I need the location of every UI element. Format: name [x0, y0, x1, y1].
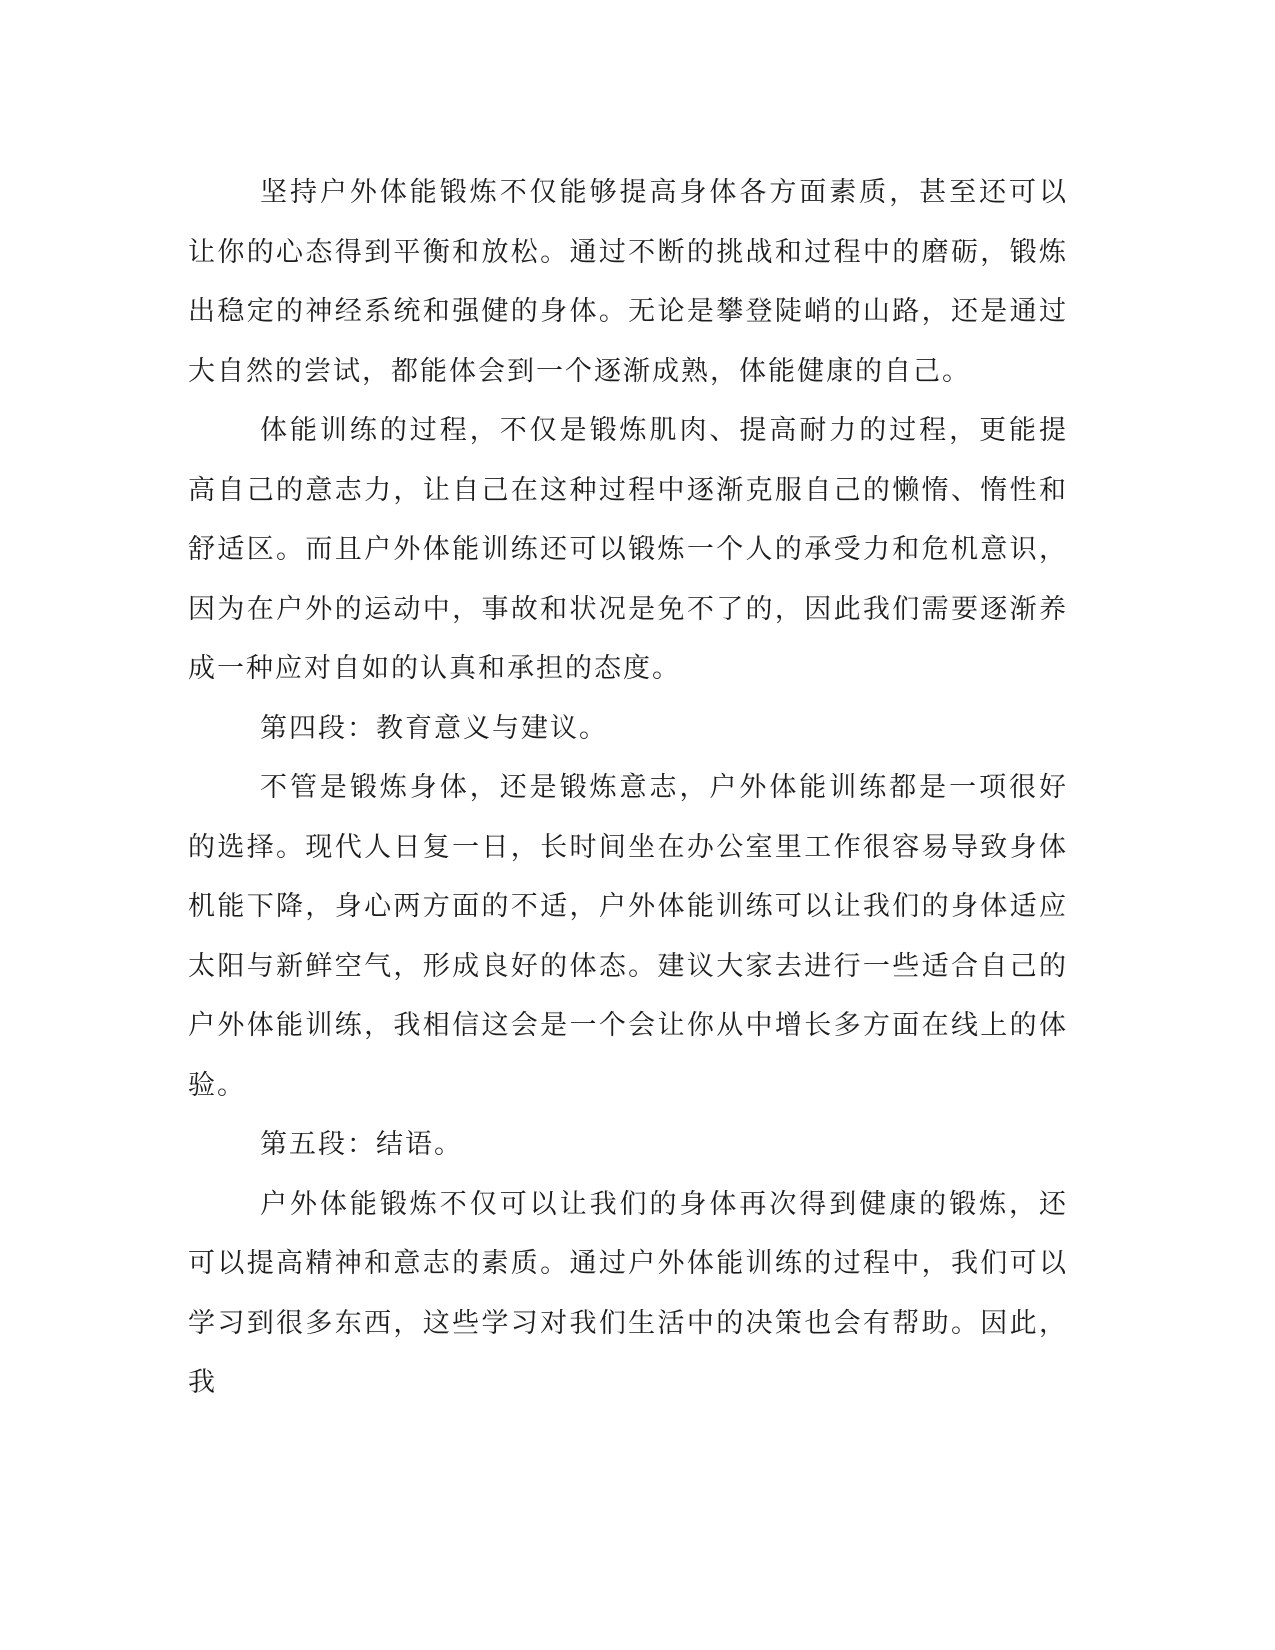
- document-body: [188, 163, 1068, 1413]
- section-heading-four: 第四段：教育意义与建议。: [260, 712, 608, 744]
- paragraph-suggestions: 不管是锻炼身体，还是锻炼意志，户外体能训练都是一项很好的选择。现代人日复一日，长时间坐在办公室里工作很容易导致身体机能下降，身心两方面的不适，户外体能训练可以让我们的身体适应太阳与新鲜空气，形成良好的体态。建议大家去进行一些适合自己的户外体能训练，我相信这会是一个会让你从中增长多方面在线上的体验。: [188, 772, 1068, 1101]
- paragraph-training-process: 体能训练的过程，不仅是锻炼肌肉、提高耐力的过程，更能提高自己的意志力，让自己在这种过程中逐渐克服自己的懒惰、惰性和舒适区。而且户外体能训练还可以锻炼一个人的承受力和危机意识，因为在户外的运动中，事故和状况是免不了的，因此我们需要逐渐养成一种应对自如的认真和承担的态度。: [188, 415, 1068, 684]
- paragraph-benefits: 坚持户外体能锻炼不仅能够提高身体各方面素质，甚至还可以让你的心态得到平衡和放松。通过不断的挑战和过程中的磨砺，锻炼出稳定的神经系统和强健的身体。无论是攀登陡峭的山路，还是通过大自然的尝试，都能体会到一个逐渐成熟，体能健康的自己。: [188, 177, 1068, 387]
- paragraph-conclusion: 户外体能锻炼不仅可以让我们的身体再次得到健康的锻炼，还可以提高精神和意志的素质。通过户外体能训练的过程中，我们可以学习到很多东西，这些学习对我们生活中的决策也会有帮助。因此，我: [188, 1188, 1068, 1398]
- section-heading-five: 第五段：结语。: [260, 1129, 463, 1160]
